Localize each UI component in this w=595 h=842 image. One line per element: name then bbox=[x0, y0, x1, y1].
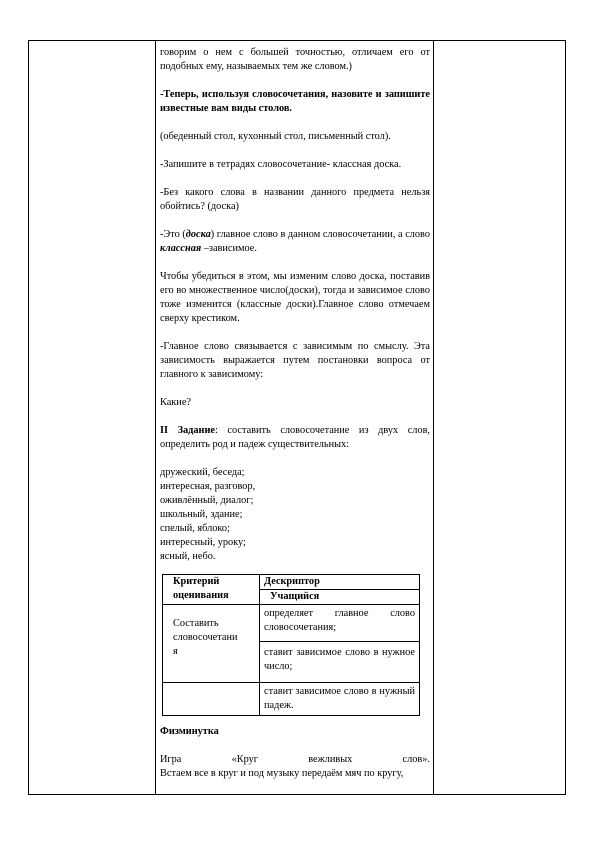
paragraph-main-word bbox=[160, 228, 430, 256]
lesson-table bbox=[28, 40, 566, 795]
paragraph-task-tables bbox=[160, 88, 430, 116]
criterion-line-3: я bbox=[173, 646, 178, 657]
main-word-text-e: –зависимое. bbox=[201, 243, 257, 254]
fizminutka-text: Физминутка bbox=[160, 726, 219, 737]
paragraph-question: -Без какого слова в названии данного предмета нельзя обойтись? (доска) bbox=[160, 187, 430, 212]
task-tables-text: -Теперь, используя словосочетания, назовите и запишите известные вам виды столов. bbox=[160, 89, 430, 114]
descriptor-cell: определяет главное слово словосочетания; bbox=[260, 605, 420, 642]
word-pair: оживлённый, диалог; bbox=[160, 495, 254, 506]
dependent-word-emphasis: классная bbox=[160, 243, 202, 254]
word-pair: школьный, здание; bbox=[160, 509, 243, 520]
task-2-text: : составить словосочетание из двух слов, определить род и падеж существительных: bbox=[160, 425, 431, 450]
paragraph-write-phrase: -Запишите в тетрадях словосочетание- классная доска. bbox=[160, 159, 402, 170]
criterion-line-2: словосочетани bbox=[173, 632, 238, 643]
paragraph-tables-answer: (обеденный стол, кухонный стол, письменный стол). bbox=[160, 131, 391, 142]
paragraph-plural-check: Чтобы убедиться в этом, мы изменим слово доска, поставив его во множественное число(доски), тогда и зависимое слово тоже изменится (классные доски).Главное слово отмечаем сверху крестиком. bbox=[160, 271, 430, 324]
descriptor-header-line-2: Учащийся bbox=[270, 591, 320, 602]
word-pair: интересная, разговор, bbox=[160, 481, 256, 492]
column-divider-left bbox=[155, 41, 156, 794]
lesson-content-column bbox=[160, 41, 430, 781]
descriptor-cell: ставит зависимое слово в нужный падеж. bbox=[260, 683, 420, 716]
descriptor-header-line-1: Дескриптор bbox=[260, 575, 419, 590]
paragraph-task-2 bbox=[160, 424, 430, 452]
descriptor-cell: ставит зависимое слово в нужное число; bbox=[260, 642, 420, 683]
word-pair: интересный, уроку; bbox=[160, 537, 246, 548]
word-pair: ясный, небо. bbox=[160, 551, 216, 562]
criterion-cell bbox=[163, 605, 260, 683]
criterion-cell-empty bbox=[163, 683, 260, 716]
game-title: Игра «Круг вежливых слов». bbox=[160, 754, 430, 765]
criterion-line-1: Составить bbox=[173, 618, 219, 629]
main-word-text-a: -Это ( bbox=[160, 229, 186, 240]
descriptor-header bbox=[260, 575, 420, 605]
assessment-table bbox=[162, 574, 420, 716]
main-word-emphasis: доска bbox=[185, 229, 211, 240]
word-pairs-list bbox=[160, 466, 430, 564]
main-word-text-c: ) главное слово в данном словосочетании, а слово bbox=[210, 229, 430, 240]
word-pair: спелый, яблоко; bbox=[160, 523, 230, 534]
fizminutka-heading bbox=[160, 725, 430, 739]
column-divider-right bbox=[433, 41, 434, 794]
word-pair: дружеский, беседа; bbox=[160, 467, 245, 478]
paragraph-connection: -Главное слово связывается с зависимым по смыслу. Эта зависимость выражается путем постановки вопроса от главного к зависимому: bbox=[160, 341, 430, 380]
criterion-header-line-1: Критерий bbox=[173, 576, 220, 587]
paragraph-kakie: Какие? bbox=[160, 397, 191, 408]
task-2-label: II Задание bbox=[160, 425, 215, 436]
criterion-header-line-2: оценивания bbox=[173, 590, 229, 601]
paragraph-intro: говорим о нем с большей точностью, отличаем его от подобных ему, называемых тем же словом.) bbox=[160, 47, 430, 72]
criterion-header bbox=[163, 575, 260, 605]
game-instructions: Встаем все в круг и под музыку передаём мяч по кругу, bbox=[160, 768, 404, 779]
